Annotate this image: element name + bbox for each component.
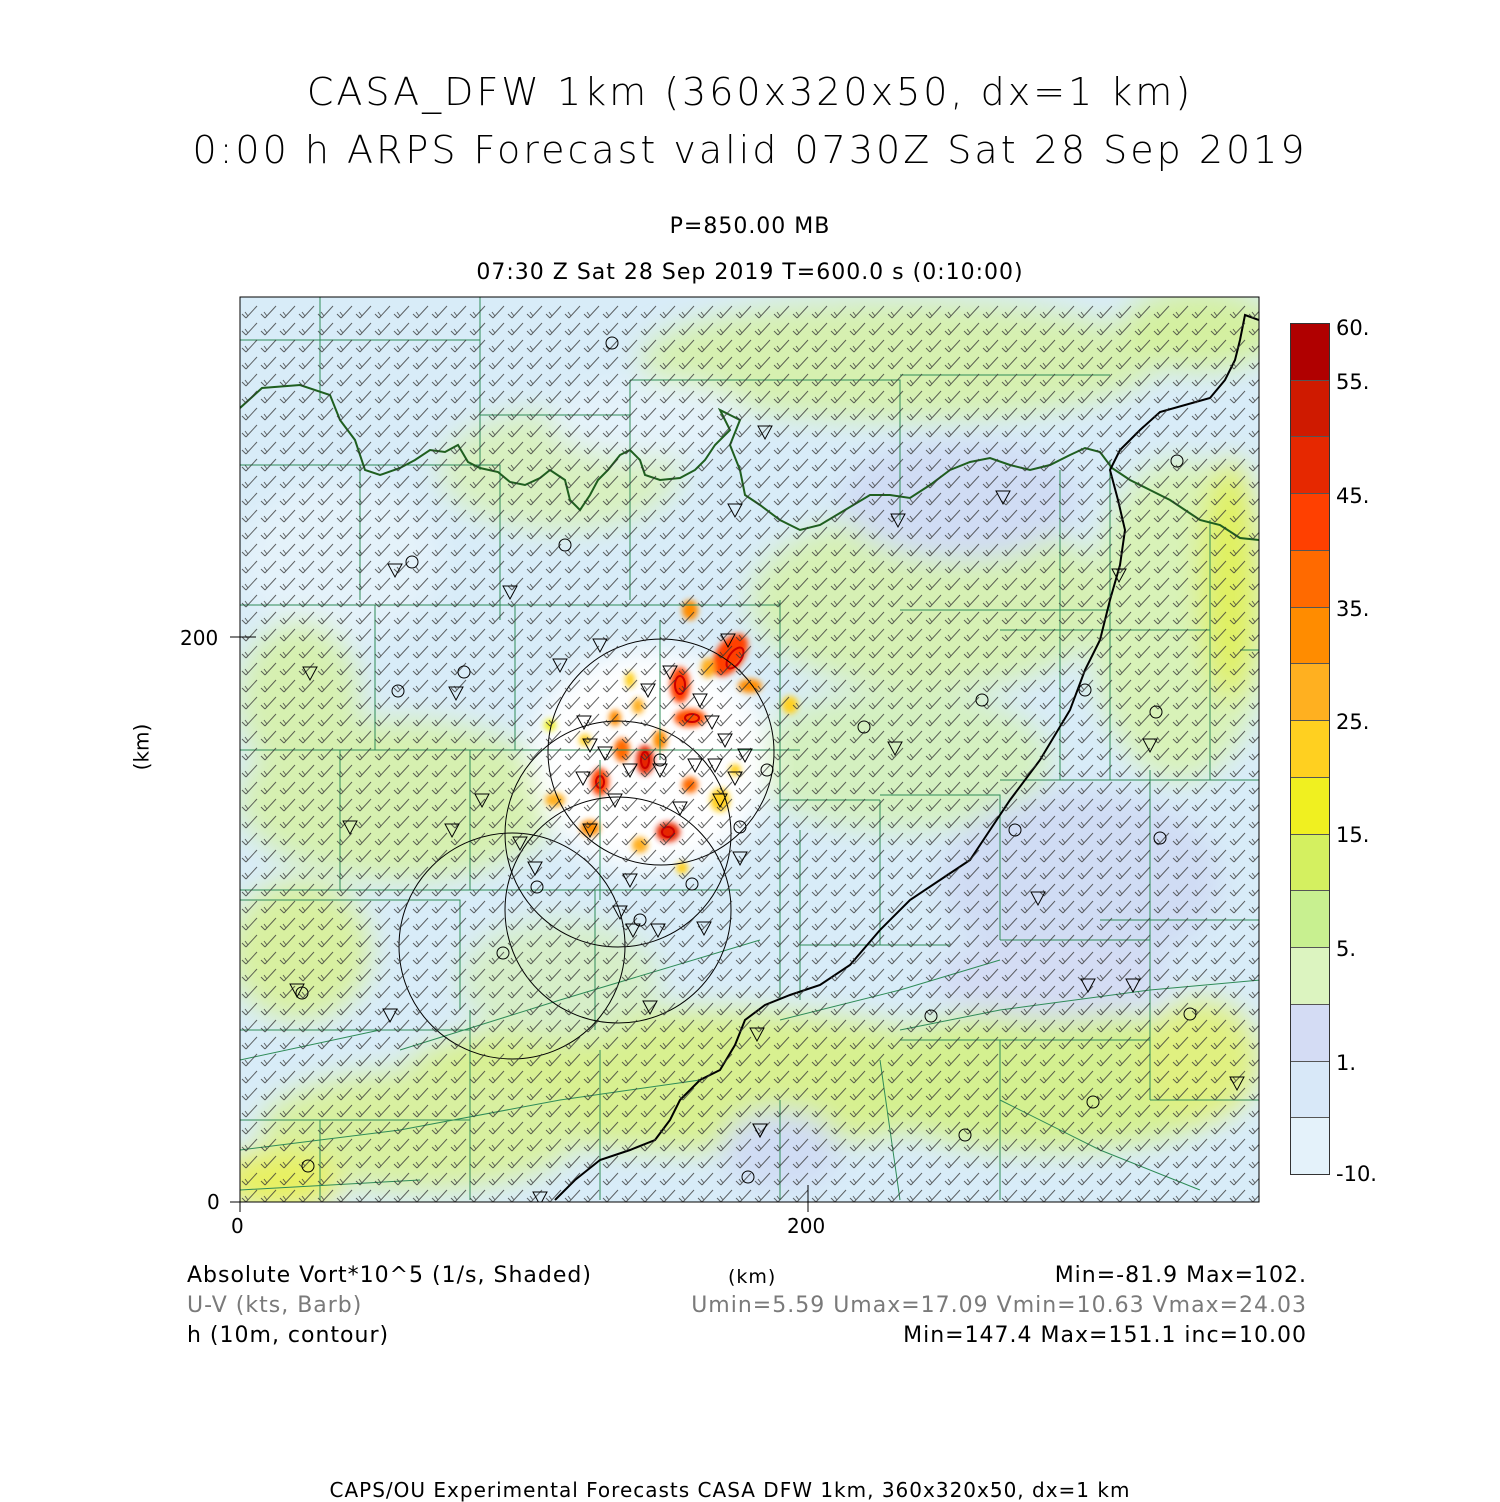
x-axis-label: (km) xyxy=(728,1266,777,1288)
colorbar-segment xyxy=(1291,1062,1329,1119)
colorbar-segment xyxy=(1291,437,1329,494)
field2-range: Umin=5.59 Umax=17.09 Vmin=10.63 Vmax=24.03 xyxy=(691,1293,1307,1318)
x-tick-200: 200 xyxy=(787,1214,826,1238)
colorbar-label: 55. xyxy=(1336,370,1370,394)
colorbar-segment xyxy=(1291,1118,1329,1174)
colorbar-label: 1. xyxy=(1336,1051,1357,1075)
colorbar-segment xyxy=(1291,835,1329,892)
colorbar-segment xyxy=(1291,1005,1329,1062)
colorbar-segment xyxy=(1291,324,1329,381)
pressure-level: P=850.00 MB xyxy=(669,214,831,239)
colorbar-label: -10. xyxy=(1336,1162,1377,1186)
valid-time: 07:30 Z Sat 28 Sep 2019 T=600.0 s (0:10:00) xyxy=(476,260,1024,285)
colorbar-segment xyxy=(1291,891,1329,948)
colorbar-segment xyxy=(1291,551,1329,608)
field1-name: Absolute Vort*10^5 (1/s, Shaded) xyxy=(187,1263,592,1288)
colorbar-segment xyxy=(1291,381,1329,438)
colorbar-segment xyxy=(1291,608,1329,665)
plot-title-line2: 0:00 h ARPS Forecast valid 0730Z Sat 28 Sep 2019 xyxy=(192,128,1308,172)
colorbar-label: 35. xyxy=(1336,597,1370,621)
colorbar-segment xyxy=(1291,721,1329,778)
colorbar-label: 25. xyxy=(1336,710,1370,734)
y-axis-label: (km) xyxy=(129,723,154,771)
credit-line: CAPS/OU Experimental Forecasts CASA DFW 1km, 360x320x50, dx=1 km xyxy=(329,1478,1131,1502)
x-tick-0: 0 xyxy=(231,1214,244,1238)
plot-title-line1: CASA_DFW 1km (360x320x50, dx=1 km) xyxy=(306,70,1194,114)
field2-name: U-V (kts, Barb) xyxy=(187,1293,363,1318)
field1-range: Min=-81.9 Max=102. xyxy=(1054,1263,1307,1288)
colorbar-label: 15. xyxy=(1336,823,1370,847)
field3-name: h (10m, contour) xyxy=(187,1323,390,1348)
colorbar-segment xyxy=(1291,948,1329,1005)
field3-range: Min=147.4 Max=151.1 inc=10.00 xyxy=(903,1323,1307,1348)
colorbar-label: 5. xyxy=(1336,937,1357,961)
colorbar xyxy=(1290,323,1330,1175)
colorbar-segment xyxy=(1291,494,1329,551)
colorbar-segment xyxy=(1291,778,1329,835)
y-tick-200: 200 xyxy=(180,626,219,650)
colorbar-label: 45. xyxy=(1336,484,1370,508)
y-tick-0: 0 xyxy=(207,1190,220,1214)
colorbar-label: 60. xyxy=(1336,316,1370,340)
colorbar-segment xyxy=(1291,664,1329,721)
